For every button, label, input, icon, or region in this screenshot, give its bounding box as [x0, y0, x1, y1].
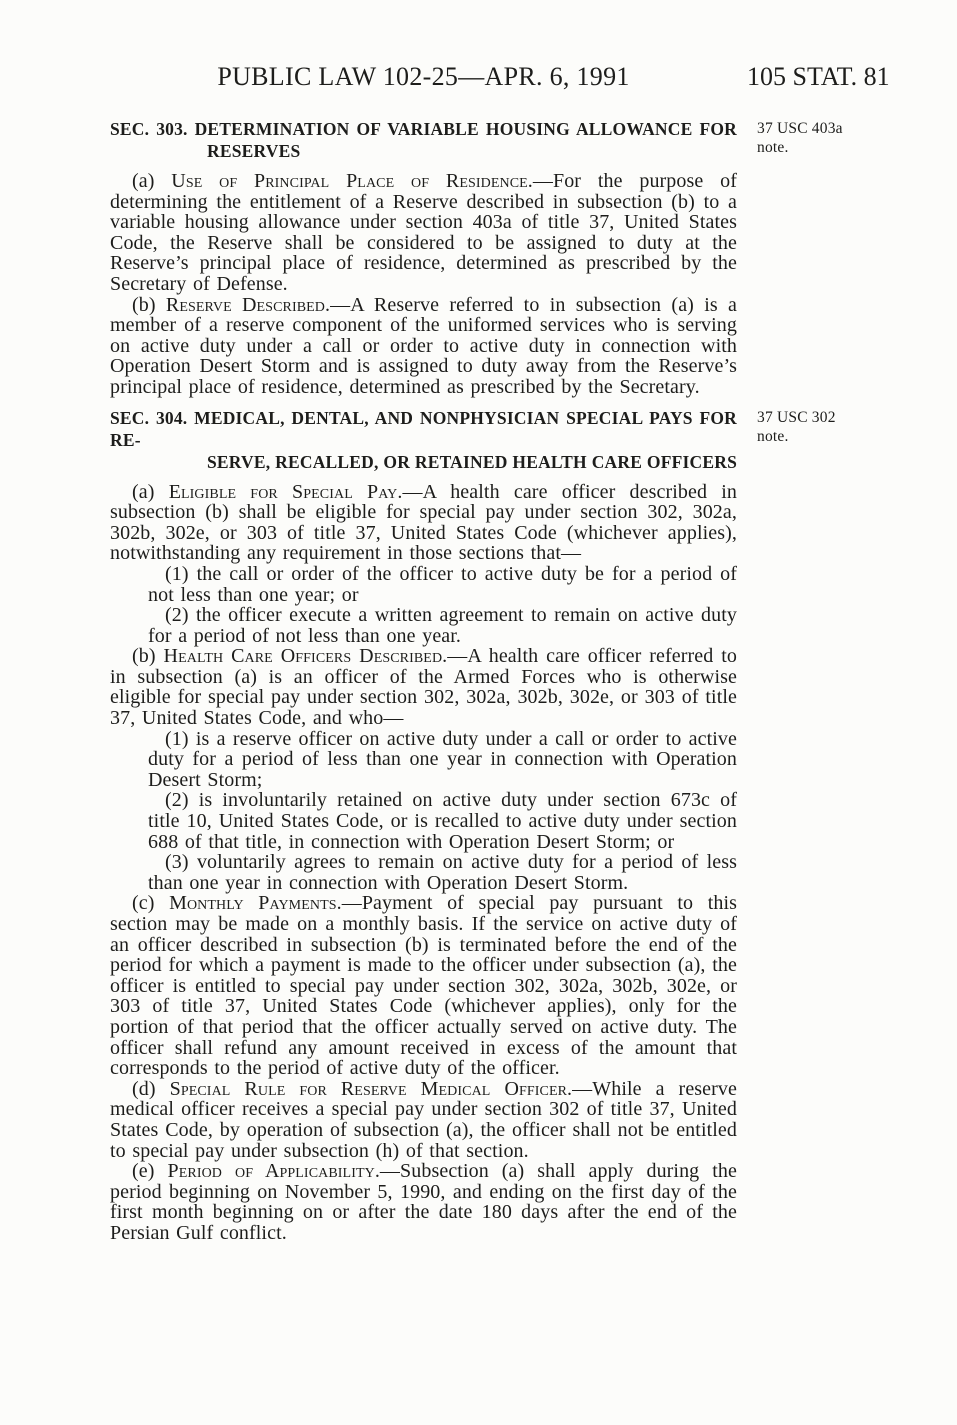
section-heading-line1: SEC. 303. DETERMINATION OF VARIABLE HOUSING ALLOWANCE FOR — [110, 119, 737, 139]
margin-note-line: note. — [757, 427, 789, 445]
margin-note-line: 37 USC 403a — [757, 120, 843, 137]
subsection-number: (c) — [132, 892, 170, 915]
paragraph-e — [110, 1161, 737, 1243]
subsection-number: (b) — [132, 293, 166, 316]
section-303 — [110, 118, 843, 398]
section-heading — [110, 118, 737, 162]
subsection-lead: Period of Applicability.— — [167, 1160, 401, 1183]
subsection-number: (a) — [132, 170, 172, 192]
subsection-text: Subsection (a) shall apply during the period beginning on November 5, 1990, and ending on the first day of the first month beginning on or after the date 180 days after the end of the Persian Gulf conflict. — [110, 1160, 738, 1244]
list-item-1: (1) the call or order of the officer to active duty be for a period of not less than one year; or — [148, 562, 737, 606]
list-item-1: (1) is a reserve officer on active duty under a call or order to active duty for a period of less than one year in connection with Operation Desert Storm; — [148, 727, 737, 791]
subsection-lead: Use of Principal Place of Residence.— — [171, 170, 553, 192]
section-304 — [110, 407, 836, 1244]
list-item-3: (3) voluntarily agrees to remain on active duty for a period of less than one year in connection with Operation Desert Storm. — [148, 851, 737, 894]
subsection-lead: Eligible for Special Pay.— — [168, 480, 423, 503]
subsection-lead: Health Care Officers Described.— — [163, 645, 468, 668]
paragraph-a — [110, 482, 737, 564]
subsection-number: (d) — [132, 1077, 170, 1100]
section-heading-line2: SERVE, RECALLED, OR RETAINED HEALTH CARE OFFICERS — [207, 451, 737, 472]
subsection-lead: Reserve Described.— — [165, 293, 351, 316]
margin-note-usc-403a — [757, 119, 927, 157]
subsection-text: Payment of special pay pursuant to this section may be made on a monthly basis. If the service on active duty of an officer described in subsection (b) is terminated before the end of the period for which a payment is made to the officer under subsection (a), the officer is entitled to special pay under section 302, 302a, 302b, 302e, or 303 of title 37, United States Code (whichever applies), only for the portion of that period that the officer actually served on active duty. The officer shall refund any amount received in excess of the amount that corresponds to the period of active duty of the officer. — [110, 892, 737, 1080]
subsection-number: (b) — [132, 645, 164, 668]
paragraph-d — [110, 1079, 737, 1161]
subsection-text: A health care officer referred to in subsection (a) is an officer of the Armed Forces who is otherwise eligible for special pay under section 302, 302a, 302b, 302e, or 303 of title 37, United States Code, and who— — [110, 645, 737, 730]
margin-note-line: 37 USC 302 — [757, 408, 836, 426]
list-item-2: (2) the officer execute a written agreement to remain on active duty for a period of not less than one year. — [148, 604, 737, 647]
subsection-text: A Reserve referred to in subsection (a) is a member of a reserve component of the uniformed services who is serving on active duty under a call or order to active duty in connection with Operation Desert Storm and is assigned to duty away from the Reserve’s principal place of residence, determined as prescribed by the Secretary. — [110, 293, 737, 398]
section-heading — [110, 407, 737, 473]
paragraph-b — [110, 295, 737, 398]
section-heading-line1: SEC. 304. MEDICAL, DENTAL, AND NONPHYSICIAN SPECIAL PAYS FOR RE- — [110, 407, 737, 450]
running-head — [110, 62, 890, 92]
paragraph-a — [110, 171, 737, 295]
subsection-text: For the purpose of determining the entitlement of a Reserve described in subsection (b) to a variable housing allowance under section 403a of title 37, United States Code, the Reserve shall be considered to be assigned to duty at the Reserve’s principal place of residence, determined as prescribed by the Secretary of Defense. — [110, 170, 737, 295]
paragraph-c — [110, 893, 737, 1078]
page-header-title: PUBLIC LAW 102-25—APR. 6, 1991 — [217, 62, 630, 91]
statute-page-number: 105 STAT. 81 — [747, 62, 890, 91]
margin-note-line: note. — [757, 139, 789, 156]
subsection-number: (a) — [132, 480, 169, 503]
section-heading-line2: RESERVES — [207, 141, 301, 161]
subsection-lead: Monthly Payments.— — [169, 892, 362, 915]
subsection-lead: Special Rule for Reserve Medical Officer.— — [169, 1077, 593, 1100]
margin-note-usc-302 — [757, 408, 927, 446]
subsection-text: A health care officer described in subsection (b) shall be eligible for special pay under section 302, 302a, 302b, 302e, or 303 of title 37, United States Code (whichever applies), notwithstanding any requirement in those sections that— — [110, 480, 737, 565]
subsection-number: (e) — [132, 1160, 168, 1183]
paragraph-b — [110, 646, 737, 728]
list-item-2: (2) is involuntarily retained on active duty under section 673c of title 10, United States Code, or is recalled to active duty under section 688 of that title, in connection with Operation Desert Storm; or — [148, 789, 737, 853]
subsection-text: While a reserve medical officer receives a special pay under section 302 of title 37, United States Code, by operation of subsection (a), the officer shall not be entitled to special pay under subsection (h) of that section. — [110, 1077, 737, 1162]
